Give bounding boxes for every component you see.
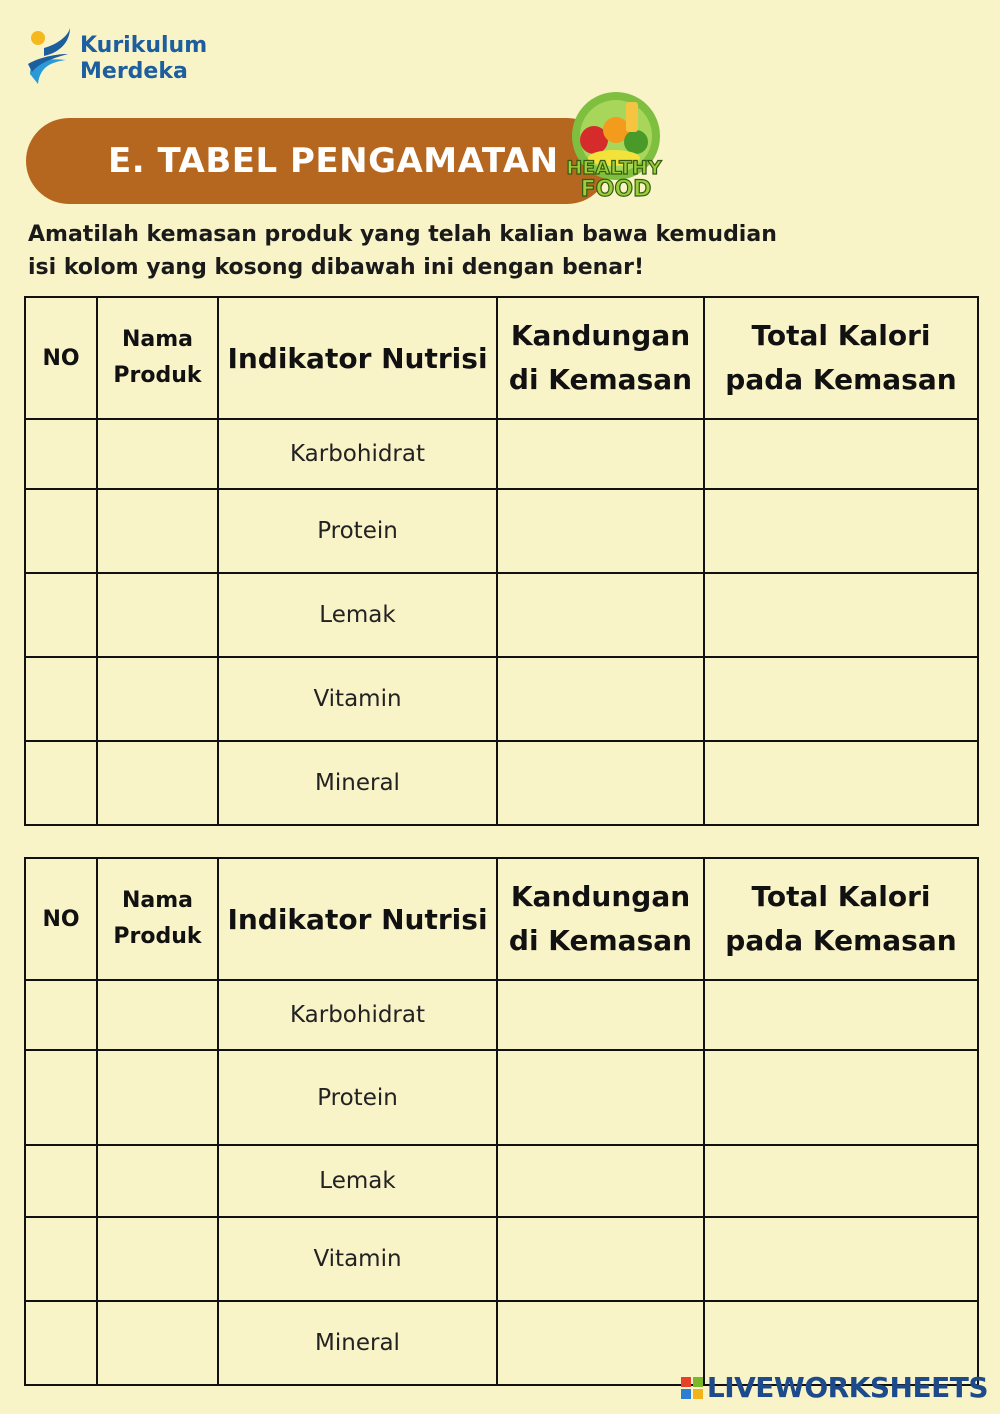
no-cell[interactable] [25,489,97,573]
nama-produk-cell[interactable] [97,1217,218,1301]
table-row [25,573,978,657]
header-kalori-line-1: Total Kalori [751,880,931,913]
header-nama-line-2: Produk [113,363,202,388]
nama-produk-cell[interactable] [97,1145,218,1217]
no-cell[interactable] [25,1050,97,1145]
logo-line-2: Merdeka [80,59,188,84]
healthy-food-badge-icon [556,88,672,206]
kurikulum-merdeka-emblem-icon [24,24,74,94]
no-cell[interactable] [25,657,97,741]
kurikulum-merdeka-logo [24,24,207,94]
total-kalori-cell[interactable] [704,1050,978,1145]
indikator-cell: Vitamin [218,1217,497,1301]
no-cell[interactable] [25,1145,97,1217]
table-row [25,489,978,573]
kandungan-cell[interactable] [497,573,704,657]
kandungan-cell[interactable] [497,1145,704,1217]
indikator-cell: Protein [218,1050,497,1145]
header-kandungan-line-2: di Kemasan [508,924,693,957]
total-kalori-cell[interactable] [704,1145,978,1217]
table-row [25,1145,978,1217]
kandungan-cell[interactable] [497,1301,704,1385]
nama-produk-cell[interactable] [97,419,218,489]
table-row [25,657,978,741]
header-kandungan-line-2: di Kemasan [508,363,693,396]
nama-produk-cell[interactable] [97,1050,218,1145]
badge-line-2: FOOD [580,177,652,202]
header-no: NO [25,858,97,980]
no-cell[interactable] [25,980,97,1050]
table-row [25,980,978,1050]
indikator-cell: Lemak [218,573,497,657]
indikator-cell: Karbohidrat [218,419,497,489]
indikator-cell: Vitamin [218,657,497,741]
footer-brand: LIVEWORKSHEETS [706,1371,988,1404]
total-kalori-cell[interactable] [704,419,978,489]
nama-produk-cell[interactable] [97,980,218,1050]
header-nama-line-2: Produk [113,924,202,949]
nama-produk-cell[interactable] [97,657,218,741]
total-kalori-cell[interactable] [704,657,978,741]
total-kalori-cell[interactable] [704,573,978,657]
instruction-line-2: isi kolom yang kosong dibawah ini dengan benar! [28,255,644,280]
table-row [25,1050,978,1145]
table-row [25,1217,978,1301]
instruction-text [28,218,828,284]
no-cell[interactable] [25,419,97,489]
no-cell[interactable] [25,1301,97,1385]
indikator-cell: Mineral [218,741,497,825]
header-total-kalori [704,858,978,980]
header-indikator-nutrisi: Indikator Nutrisi [218,858,497,980]
instruction-line-1: Amatilah kemasan produk yang telah kalian bawa kemudian [28,222,777,247]
kandungan-cell[interactable] [497,419,704,489]
no-cell[interactable] [25,741,97,825]
table-row [25,741,978,825]
nama-produk-cell[interactable] [97,489,218,573]
kandungan-cell[interactable] [497,1050,704,1145]
kandungan-cell[interactable] [497,980,704,1050]
indikator-cell: Protein [218,489,497,573]
header-no: NO [25,297,97,419]
nama-produk-cell[interactable] [97,573,218,657]
no-cell[interactable] [25,1217,97,1301]
header-nama-line-1: Nama [121,888,194,913]
nama-produk-cell[interactable] [97,1301,218,1385]
section-title: E. TABEL PENGAMATAN [108,141,559,181]
table-row [25,419,978,489]
header-nama-line-1: Nama [121,327,194,352]
header-indikator-nutrisi: Indikator Nutrisi [218,297,497,419]
total-kalori-cell[interactable] [704,741,978,825]
kandungan-cell[interactable] [497,489,704,573]
header-kalori-line-2: pada Kemasan [725,363,957,396]
header-nama-produk [97,297,218,419]
indikator-cell: Lemak [218,1145,497,1217]
header-total-kalori [704,297,978,419]
header-kalori-line-2: pada Kemasan [725,924,957,957]
observation-table-1 [24,296,979,826]
header-kandungan [497,297,704,419]
badge-line-1: HEALTHY [566,157,662,179]
no-cell[interactable] [25,573,97,657]
total-kalori-cell[interactable] [704,1217,978,1301]
kandungan-cell[interactable] [497,1217,704,1301]
kandungan-cell[interactable] [497,657,704,741]
header-nama-produk [97,858,218,980]
logo-line-1: Kurikulum [80,33,208,58]
liveworksheets-mark-icon [681,1377,703,1399]
total-kalori-cell[interactable] [704,489,978,573]
indikator-cell: Mineral [218,1301,497,1385]
header-kandungan-line-1: Kandungan [510,319,691,352]
table-header-row [25,858,978,980]
header-kandungan [497,858,704,980]
liveworksheets-logo [681,1371,988,1404]
indikator-cell: Karbohidrat [218,980,497,1050]
kandungan-cell[interactable] [497,741,704,825]
total-kalori-cell[interactable] [704,980,978,1050]
table-header-row [25,297,978,419]
nama-produk-cell[interactable] [97,741,218,825]
observation-table-2 [24,857,979,1386]
header-kalori-line-1: Total Kalori [751,319,931,352]
header-kandungan-line-1: Kandungan [510,880,691,913]
section-banner [26,118,610,204]
